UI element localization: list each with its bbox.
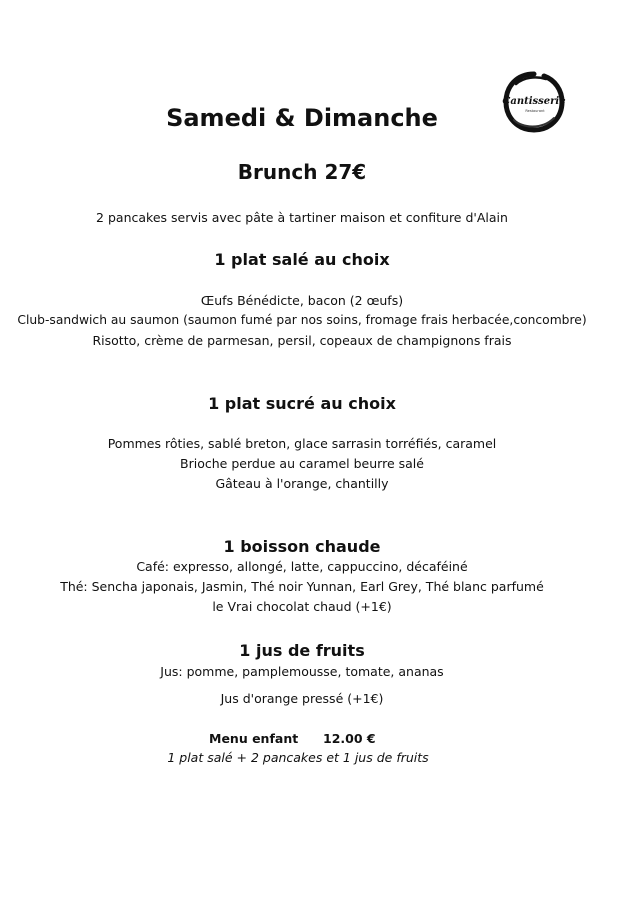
- sale-item-2: Club-sandwich au saumon (saumon fumé par nos soins, fromage frais herbacée,concombre): [17, 313, 587, 327]
- logo-text: Cantisserie: [502, 96, 566, 107]
- sucre-heading: 1 plat sucré au choix: [208, 394, 396, 413]
- boisson-item-3: le Vrai chocolat chaud (+1€): [212, 599, 392, 614]
- page-title: Samedi & Dimanche: [166, 104, 438, 132]
- sale-heading: 1 plat salé au choix: [214, 250, 390, 269]
- brunch-intro: 2 pancakes servis avec pâte à tartiner maison et confiture d'Alain: [96, 210, 508, 225]
- enfant-price: 12.00 €: [323, 731, 376, 746]
- jus-item-1: Jus: pomme, pamplemousse, tomate, ananas: [160, 664, 444, 679]
- jus-item-2: Jus d'orange pressé (+1€): [220, 691, 384, 706]
- enfant-description: 1 plat salé + 2 pancakes et 1 jus de fruits: [167, 750, 429, 765]
- logo-subtext: Restaurant: [525, 109, 545, 113]
- jus-heading: 1 jus de fruits: [239, 641, 365, 660]
- sale-item-1: Œufs Bénédicte, bacon (2 œufs): [200, 293, 404, 308]
- sucre-item-2: Brioche perdue au caramel beurre salé: [180, 456, 424, 471]
- boisson-item-2: Thé: Sencha japonais, Jasmin, Thé noir Yunnan, Earl Grey, Thé blanc parfumé: [60, 579, 544, 594]
- enfant-label: Menu enfant: [209, 731, 299, 746]
- brunch-heading: Brunch 27€: [237, 160, 367, 184]
- sale-item-3: Risotto, crème de parmesan, persil, copeaux de champignons frais: [92, 333, 512, 348]
- sucre-item-1: Pommes rôties, sablé breton, glace sarrasin torréfiés, caramel: [107, 436, 497, 451]
- sucre-item-3: Gâteau à l'orange, chantilly: [215, 476, 389, 491]
- boisson-item-1: Café: expresso, allongé, latte, cappuccino, décaféiné: [136, 559, 468, 574]
- boisson-heading: 1 boisson chaude: [223, 537, 381, 556]
